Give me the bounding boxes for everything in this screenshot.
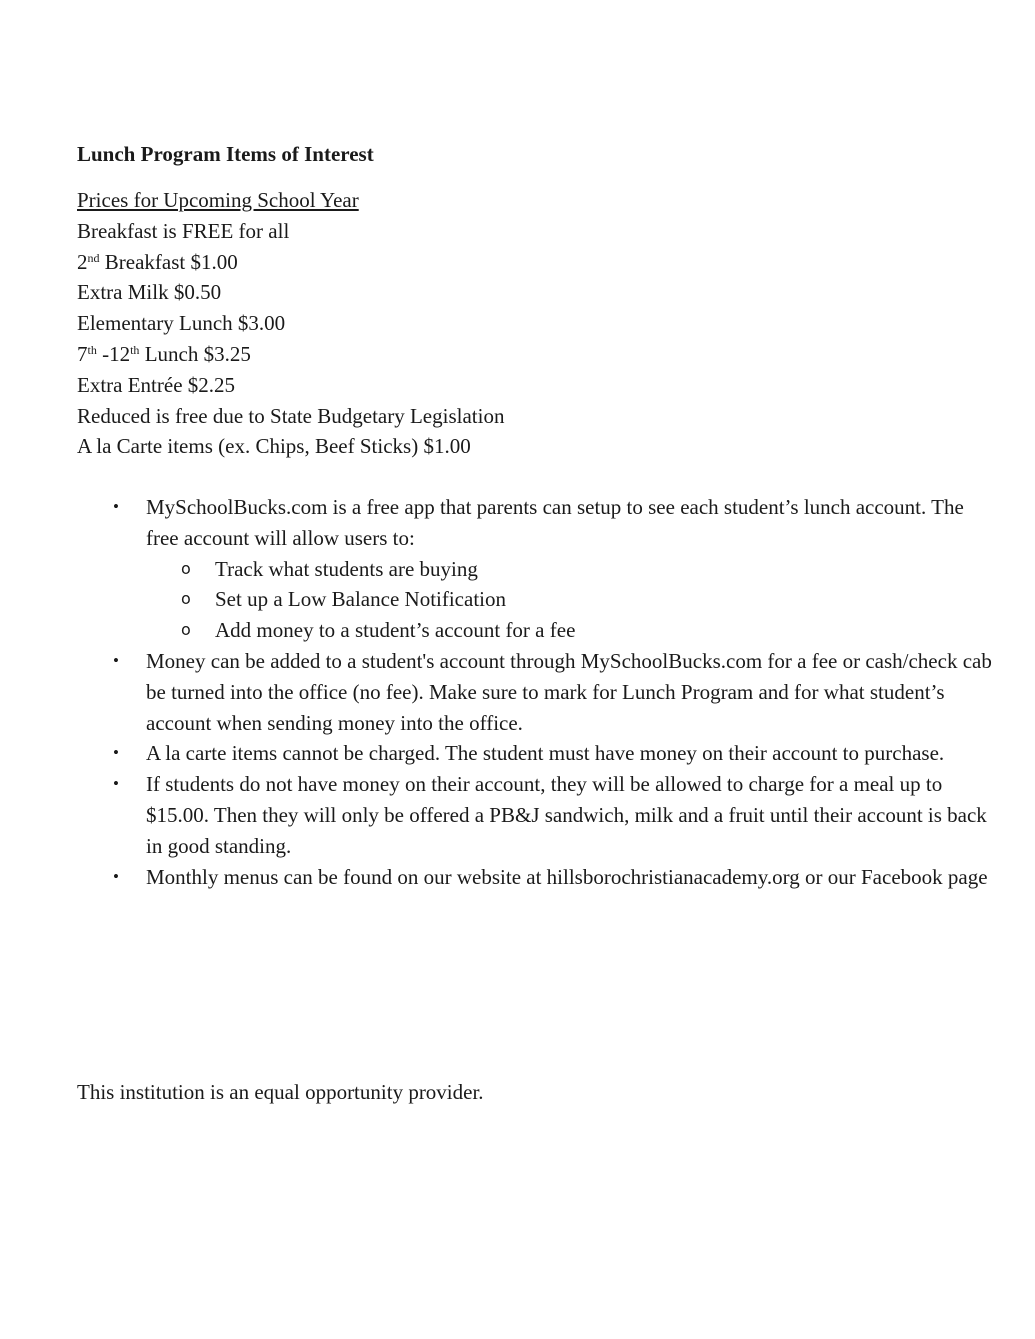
- upper-lunch-b-sup: th: [130, 342, 140, 357]
- upper-lunch-a-sup: th: [87, 342, 97, 357]
- bullet-item-menus: [77, 862, 997, 893]
- price-elementary-lunch: Elementary Lunch $3.00: [77, 311, 286, 336]
- bullet-icon: •: [113, 866, 119, 886]
- prices-subtitle: Prices for Upcoming School Year: [77, 188, 359, 212]
- price-a-la-carte: A la Carte items (ex. Chips, Beef Sticks) $1.00: [77, 434, 471, 459]
- upper-lunch-b: -12: [96, 341, 131, 366]
- second-breakfast-num: 2: [77, 249, 88, 274]
- price-list: [77, 185, 504, 462]
- document-heading: Lunch Program Items of Interest: [77, 142, 374, 166]
- second-breakfast-sup: nd: [87, 250, 100, 265]
- bullet-text: MySchoolBucks.com is a free app that parents can setup to see each student’s lunch account. The free account will allow users to:: [146, 495, 964, 550]
- bullet-icon: •: [113, 774, 119, 794]
- price-upper-lunch: [77, 339, 504, 370]
- upper-lunch-a: 7: [77, 341, 88, 366]
- bullet-icon: •: [113, 497, 119, 516]
- sub-bullet-item: [146, 554, 997, 585]
- upper-lunch-text: Lunch $3.25: [139, 341, 251, 366]
- price-breakfast-free: Breakfast is FREE for all: [77, 218, 290, 243]
- sub-bullet-text: Add money to a student’s account for a fee: [215, 618, 576, 643]
- price-reduced: Reduced is free due to State Budgetary Legislation: [77, 403, 505, 428]
- price-second-breakfast: [77, 247, 504, 278]
- sub-bullet-item: [146, 584, 997, 615]
- sub-bullet-item: [146, 615, 997, 646]
- bullet-item-add-money: [77, 646, 997, 738]
- sub-bullet-icon: o: [181, 620, 191, 640]
- sub-bullet-text: Set up a Low Balance Notification: [215, 587, 506, 612]
- price-extra-milk: Extra Milk $0.50: [77, 280, 222, 305]
- bullet-text: Monthly menus can be found on our website at hillsborochristianacademy.org or our Facebook page: [146, 864, 988, 889]
- bullet-item-myschoolbucks: [77, 492, 997, 646]
- sub-bullet-icon: o: [181, 589, 191, 609]
- sub-bullet-text: Track what students are buying: [215, 556, 478, 581]
- bullet-icon: •: [113, 650, 119, 670]
- sub-bullet-list: [146, 554, 997, 646]
- bullet-text: A la carte items cannot be charged. The student must have money on their account to purchase.: [146, 741, 945, 766]
- equal-opportunity-statement: This institution is an equal opportunity provider.: [77, 1080, 484, 1104]
- bullet-item-charge-limit: [77, 769, 997, 861]
- bullet-item-a-la-carte: [77, 738, 997, 769]
- bullet-text: If students do not have money on their account, they will be allowed to charge for a meal up to $15.00. Then they will only be offered a PB&J sandwich, milk and a fruit until their account is back in good standing.: [146, 772, 987, 858]
- price-extra-entree: Extra Entrée $2.25: [77, 372, 236, 397]
- info-bullet-list: [77, 492, 997, 892]
- bullet-text: Money can be added to a student's account through MySchoolBucks.com for a fee or cash/check cab be turned into the office (no fee). Make sure to mark for Lunch Program and for what student’s account when sending money into the office.: [146, 648, 992, 735]
- bullet-icon: •: [113, 743, 119, 763]
- sub-bullet-icon: o: [181, 558, 191, 578]
- second-breakfast-text: Breakfast $1.00: [99, 249, 238, 274]
